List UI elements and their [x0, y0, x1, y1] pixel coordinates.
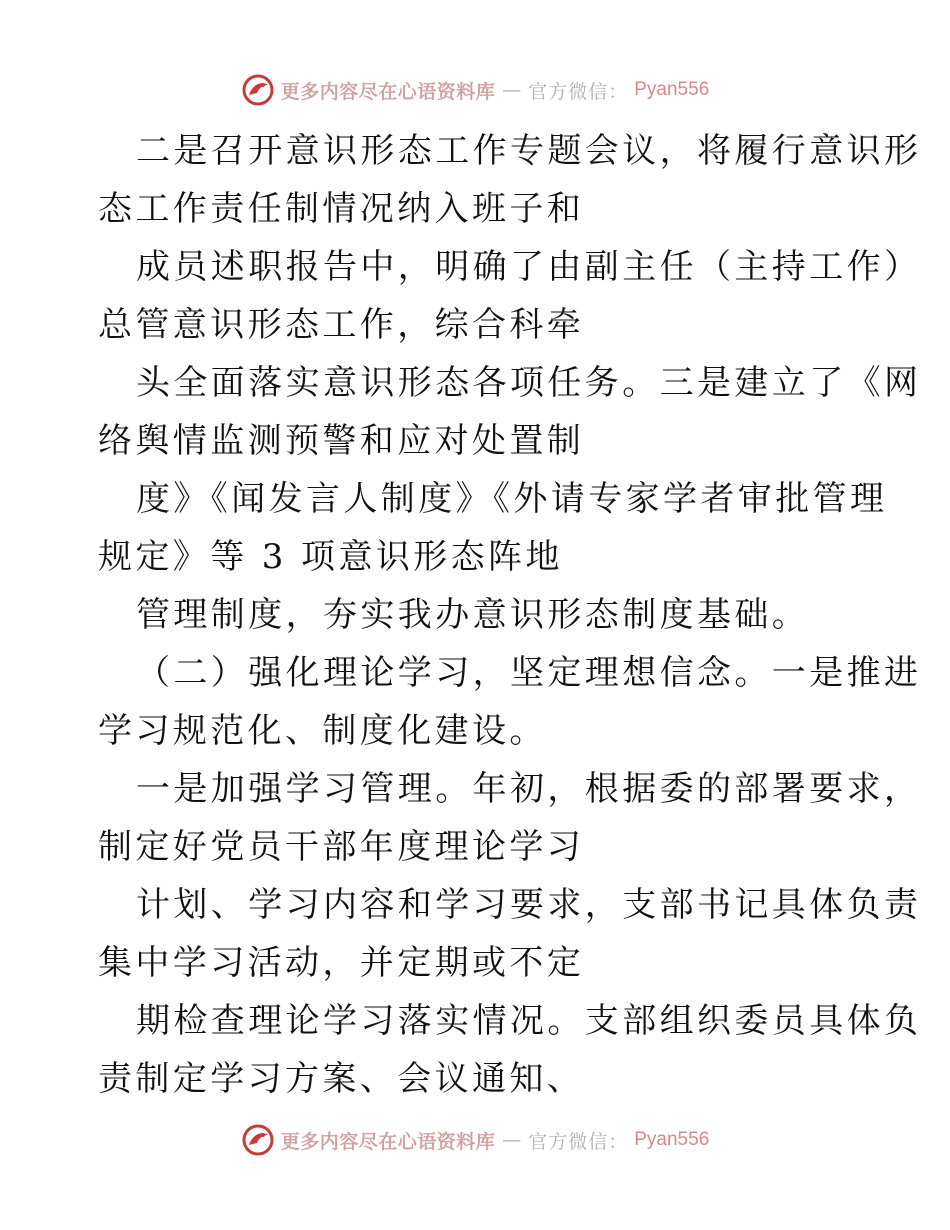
document-body: [98, 122, 922, 1108]
body-line-14: 计划、学习内容和学习要求，支部书记具体负责: [136, 885, 922, 925]
header-banner-inner: [241, 73, 710, 107]
body-line-15: 集中学习活动，并定期或不定: [98, 943, 585, 983]
body-line-3: 成员述职报告中，明确了由副主任（主持工作）: [136, 247, 922, 287]
body-line-10: （二）强化理论学习，坚定理想信念。一是推进: [136, 653, 922, 693]
header-banner: [0, 70, 950, 110]
red-dragon-logo-icon: [241, 73, 275, 107]
footer-banner: [0, 1120, 950, 1160]
footer-wechat-id: Pyan556: [634, 1129, 710, 1150]
body-line-9: 管理制度，夯实我办意识形态制度基础。: [136, 595, 810, 635]
body-line-2: 态工作责任制情况纳入班子和: [98, 189, 585, 229]
footer-banner-text: 更多内容尽在心语资料库: [280, 1130, 496, 1153]
footer-banner-dash: —: [502, 1129, 522, 1151]
footer-banner-inner: [241, 1123, 710, 1157]
body-line-5: 头全面落实意识形态各项任务。三是建立了《网: [136, 363, 922, 403]
body-line-17: 责制定学习方案、会议通知、: [98, 1059, 585, 1099]
body-line-16: 期检查理论学习落实情况。支部组织委员具体负: [136, 1001, 922, 1041]
body-line-6: 络舆情监测预警和应对处置制: [98, 421, 585, 461]
header-wechat-label: 官方微信：: [528, 80, 629, 103]
footer-wechat-label: 官方微信：: [528, 1130, 629, 1153]
body-line-11: 学习规范化、制度化建设。: [98, 711, 547, 751]
body-line-8: 规定》等 3 项意识形态阵地: [98, 537, 563, 577]
header-banner-dash: —: [502, 79, 522, 101]
body-line-12: 一是加强学习管理。年初，根据委的部署要求，: [136, 769, 922, 809]
body-line-1: 二是召开意识形态工作专题会议，将履行意识形: [136, 131, 922, 171]
body-line-4: 总管意识形态工作，综合科牵: [98, 305, 585, 345]
red-dragon-logo-icon: [241, 1123, 275, 1157]
body-line-7: 度》《闻发言人制度》《外请专家学者审批管理: [136, 479, 888, 519]
header-banner-text: 更多内容尽在心语资料库: [280, 80, 496, 103]
header-wechat-id: Pyan556: [634, 79, 710, 100]
body-line-13: 制定好党员干部年度理论学习: [98, 827, 585, 867]
